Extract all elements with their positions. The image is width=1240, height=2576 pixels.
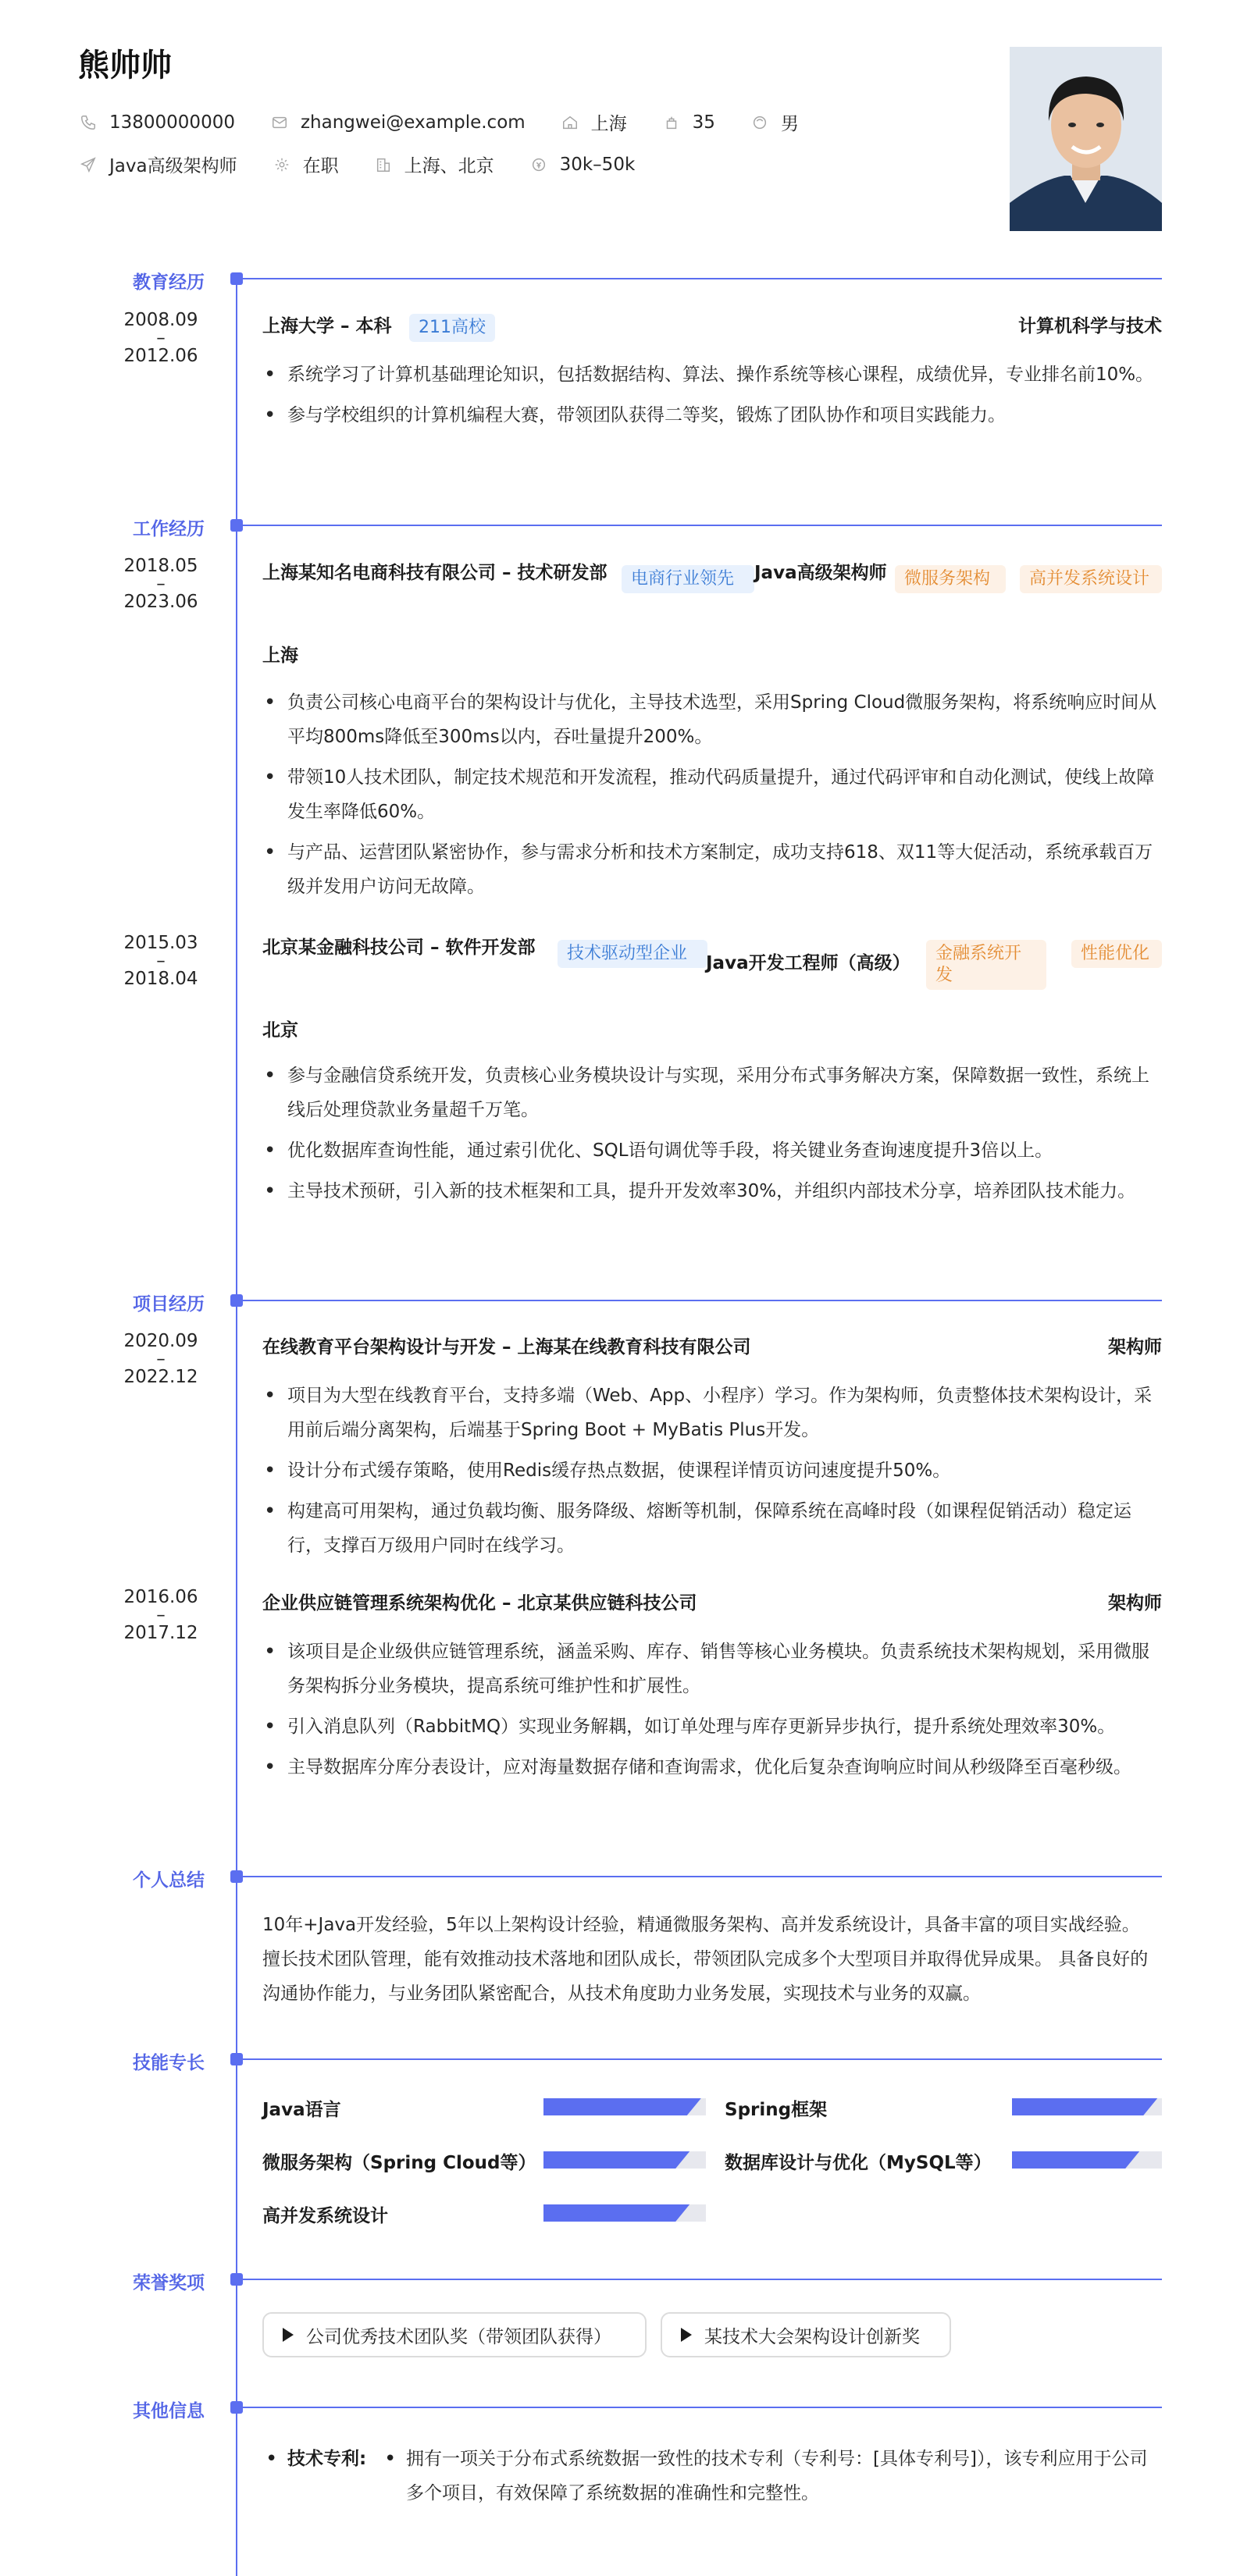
section-divider <box>243 278 1162 279</box>
section-divider <box>243 1300 1162 1301</box>
work-role: Java高级架构师 <box>754 563 887 583</box>
age-icon <box>661 112 682 133</box>
list-item: • 项目为大型在线教育平台，支持多端（Web、App、小程序）学习。作为架构师，负责整体技术架构设计，采用前后端分离架构，后端基于Spring Boot + MyBatis Plus开发。 <box>262 1379 1162 1447</box>
award-text: 公司优秀技术团队奖（带领团队获得） <box>306 2326 611 2347</box>
skill-bar <box>543 2098 706 2115</box>
list-item: • 该项目是企业级供应链管理系统，涵盖采购、库存、销售等核心业务模块。负责系统技术架构规划，采用微服务架构拆分业务模块，提高系统可维护性和扩展性。 <box>262 1635 1162 1703</box>
status-item <box>272 151 339 177</box>
list-item: • 参与学校组织的计算机编程大赛，带领团队获得二等奖，锻炼了团队协作和项目实践能力。 <box>262 398 1162 432</box>
skill-fill <box>543 2151 689 2169</box>
award-item <box>661 2312 951 2357</box>
list-item: • 与产品、运营团队紧密协作，参与需求分析和技术方案制定，成功支持618、双11等大促活动，系统承载百万级并发用户访问无故障。 <box>262 835 1162 904</box>
list-item: • 设计分布式缓存策略，使用Redis缓存热点数据，使课程详情页访问速度提升50%。 <box>262 1453 1162 1488</box>
skill-fill <box>1012 2098 1157 2115</box>
section-title-other: 其他信息 <box>133 2401 205 2421</box>
date-sep: – <box>156 574 166 594</box>
date-end: 2018.04 <box>123 969 198 989</box>
section-marker <box>230 2053 243 2065</box>
job-intent-row <box>78 151 669 177</box>
skill-name: Java语言 <box>262 2100 341 2120</box>
date-end: 2012.06 <box>123 346 198 366</box>
date-end: 2023.06 <box>123 592 198 612</box>
age-text: 35 <box>692 112 715 133</box>
section-divider <box>243 2279 1162 2280</box>
work-skill-tag: 金融系统开发 <box>926 940 1046 990</box>
date-sep: – <box>156 328 166 348</box>
salary-text: 30k–50k <box>559 154 636 175</box>
gender-icon <box>750 112 770 133</box>
play-icon <box>681 2328 692 2342</box>
skill-name: 微服务架构（Spring Cloud等） <box>262 2153 536 2173</box>
email-text: zhangwei@example.com <box>300 112 526 133</box>
list-item: • 系统学习了计算机基础理论知识，包括数据结构、算法、操作系统等核心课程，成绩优异，专业排名前10%。 <box>262 358 1162 392</box>
list-item: • 带领10人技术团队，制定技术规范和开发流程，推动代码质量提升，通过代码评审和自动化测试，使线上故障发生率降低60%。 <box>262 760 1162 829</box>
section-title-awards: 荣誉奖项 <box>133 2273 205 2293</box>
list-item: • 构建高可用架构，通过负载均衡、服务降级、熔断等机制，保障系统在高峰时段（如课程促销活动）稳定运行，支撑百万级用户同时在线学习。 <box>262 1494 1162 1563</box>
list-item: • 主导数据库分库分表设计，应对海量数据存储和查询需求，优化后复杂查询响应时间从秒级降至百毫秒级。 <box>262 1750 1162 1784</box>
position-text: Java高级架构师 <box>109 156 237 176</box>
summary-text: 10年+Java开发经验，5年以上架构设计经验，精通微服务架构、高并发系统设计，具备丰富的项目实战经验。 擅长技术团队管理，能有效推动技术落地和团队成长，带领团队完成多个大型项目并取得优异成果。 具备良好的沟通协作能力，与业务团队紧密配合，从技术角度助力业务发展，实现技术与业务的双赢。 <box>262 1915 1149 2004</box>
project-bullets <box>262 1379 1162 1569</box>
project-bullets <box>262 1635 1162 1791</box>
education-school: 上海大学 – 本科 <box>262 316 392 336</box>
project-date <box>117 1332 205 1386</box>
section-marker <box>230 519 243 532</box>
date-start: 2016.06 <box>123 1587 198 1607</box>
timeline-line <box>236 278 237 2576</box>
work-bullets <box>262 685 1162 910</box>
work-bullets <box>262 1059 1162 1215</box>
project-title: 在线教育平台架构设计与开发 – 上海某在线教育科技有限公司 <box>262 1337 751 1357</box>
date-sep: – <box>156 951 166 971</box>
education-date <box>117 311 205 365</box>
skill-name: 数据库设计与优化（MySQL等） <box>725 2153 992 2173</box>
skill-bar <box>1012 2151 1162 2169</box>
gender-item <box>750 109 799 135</box>
city-text: 上海、北京 <box>404 156 494 176</box>
salary-item <box>529 155 636 175</box>
work-city: 北京 <box>262 1020 298 1041</box>
city-item <box>373 151 494 177</box>
section-marker <box>230 2273 243 2286</box>
section-divider <box>243 2058 1162 2060</box>
list-item: • 参与金融信贷系统开发，负责核心业务模块设计与实现，采用分布式事务解决方案，保障数据一致性，系统上线后处理贷款业务量超千万笔。 <box>262 1059 1162 1127</box>
section-title-summary: 个人总结 <box>133 1870 205 1891</box>
date-end: 2017.12 <box>123 1623 198 1643</box>
contact-row <box>78 109 833 135</box>
project-title: 企业供应链管理系统架构优化 – 北京某供应链科技公司 <box>262 1593 697 1614</box>
education-bullets <box>262 358 1162 439</box>
work-industry-tag: 电商行业领先 <box>622 565 754 593</box>
other-text: 拥有一项关于分布式系统数据一致性的技术专利（专利号：[具体专利号]），该专利应用于公司多个项目，有效保障了系统数据的准确性和完整性。 <box>406 2449 1148 2503</box>
building-icon <box>373 155 394 175</box>
section-marker <box>230 1294 243 1307</box>
avatar-portrait <box>1010 47 1162 231</box>
date-sep: – <box>156 1605 166 1625</box>
skill-bar <box>1012 2098 1162 2115</box>
skill-fill <box>1012 2151 1139 2169</box>
skill-fill <box>543 2204 689 2222</box>
project-role: 架构师 <box>1108 1337 1162 1357</box>
section-divider <box>243 1876 1162 1877</box>
work-skill-tag: 微服务架构 <box>895 565 1006 593</box>
play-icon <box>283 2328 294 2342</box>
work-city: 上海 <box>262 646 298 666</box>
list-item: • 主导技术预研，引入新的技术框架和工具，提升开发效率30%，并组织内部技术分享，培养团队技术能力。 <box>262 1174 1162 1208</box>
date-start: 2008.09 <box>123 310 198 330</box>
work-skill-tag: 高并发系统设计 <box>1020 565 1162 593</box>
project-date <box>117 1588 205 1642</box>
other-label: 技术专利: <box>287 2449 367 2469</box>
work-company: 北京某金融科技公司 – 软件开发部 <box>262 938 536 958</box>
date-start: 2020.09 <box>123 1331 198 1351</box>
section-marker <box>230 1870 243 1883</box>
section-marker <box>230 272 243 285</box>
section-marker <box>230 2401 243 2414</box>
bullet-dot: • <box>384 2447 397 2471</box>
skill-bar <box>543 2151 706 2169</box>
phone-item <box>78 112 235 133</box>
status-icon <box>272 155 292 175</box>
skill-bar <box>543 2204 706 2222</box>
date-start: 2018.05 <box>123 556 198 576</box>
candidate-name: 熊帅帅 <box>78 48 172 84</box>
skill-name: Spring框架 <box>725 2100 828 2120</box>
date-end: 2022.12 <box>123 1367 198 1387</box>
phone-icon <box>78 112 98 133</box>
profile-photo <box>1010 47 1162 231</box>
home-icon <box>560 112 580 133</box>
gender-text: 男 <box>780 114 799 134</box>
education-tag: 211高校 <box>409 314 495 342</box>
section-title-projects: 项目经历 <box>133 1294 205 1315</box>
work-company: 上海某知名电商科技有限公司 – 技术研发部 <box>262 563 608 583</box>
list-item: • 优化数据库查询性能，通过索引优化、SQL语句调优等手段，将关键业务查询速度提升3倍以上。 <box>262 1133 1162 1168</box>
email-item <box>269 112 526 133</box>
mail-icon <box>269 112 290 133</box>
award-text: 某技术大会架构设计创新奖 <box>704 2326 920 2347</box>
section-divider <box>243 525 1162 526</box>
work-role: Java开发工程师（高级） <box>706 953 910 973</box>
location-text: 上海 <box>590 114 627 134</box>
work-date <box>117 934 205 988</box>
date-sep: – <box>156 1349 166 1369</box>
section-title-skills: 技能专长 <box>133 2053 205 2073</box>
work-date <box>117 557 205 611</box>
salary-icon <box>529 155 549 175</box>
skill-name: 高并发系统设计 <box>262 2206 388 2226</box>
section-divider <box>243 2407 1162 2408</box>
bullet-dot: • <box>265 2447 278 2471</box>
skill-fill <box>543 2098 701 2115</box>
project-role: 架构师 <box>1108 1593 1162 1614</box>
work-industry-tag: 技术驱动型企业 <box>558 940 707 968</box>
award-item <box>262 2312 647 2357</box>
date-start: 2015.03 <box>123 933 198 953</box>
education-major: 计算机科学与技术 <box>1018 316 1162 336</box>
section-title-work: 工作经历 <box>133 519 205 539</box>
position-item <box>78 151 237 177</box>
work-skill-tag: 性能优化 <box>1071 940 1162 968</box>
status-text: 在职 <box>302 156 339 176</box>
list-item: • 负责公司核心电商平台的架构设计与优化，主导技术选型，采用Spring Cloud微服务架构，将系统响应时间从平均800ms降低至300ms以内，吞吐量提升200%。 <box>262 685 1162 754</box>
age-item <box>661 112 715 133</box>
phone-text: 13800000000 <box>109 112 235 133</box>
location-item <box>560 109 627 135</box>
send-icon <box>78 155 98 175</box>
list-item: • 引入消息队列（RabbitMQ）实现业务解耦，如订单处理与库存更新异步执行，提升系统处理效率30%。 <box>262 1710 1162 1744</box>
section-title-education: 教育经历 <box>133 272 205 293</box>
